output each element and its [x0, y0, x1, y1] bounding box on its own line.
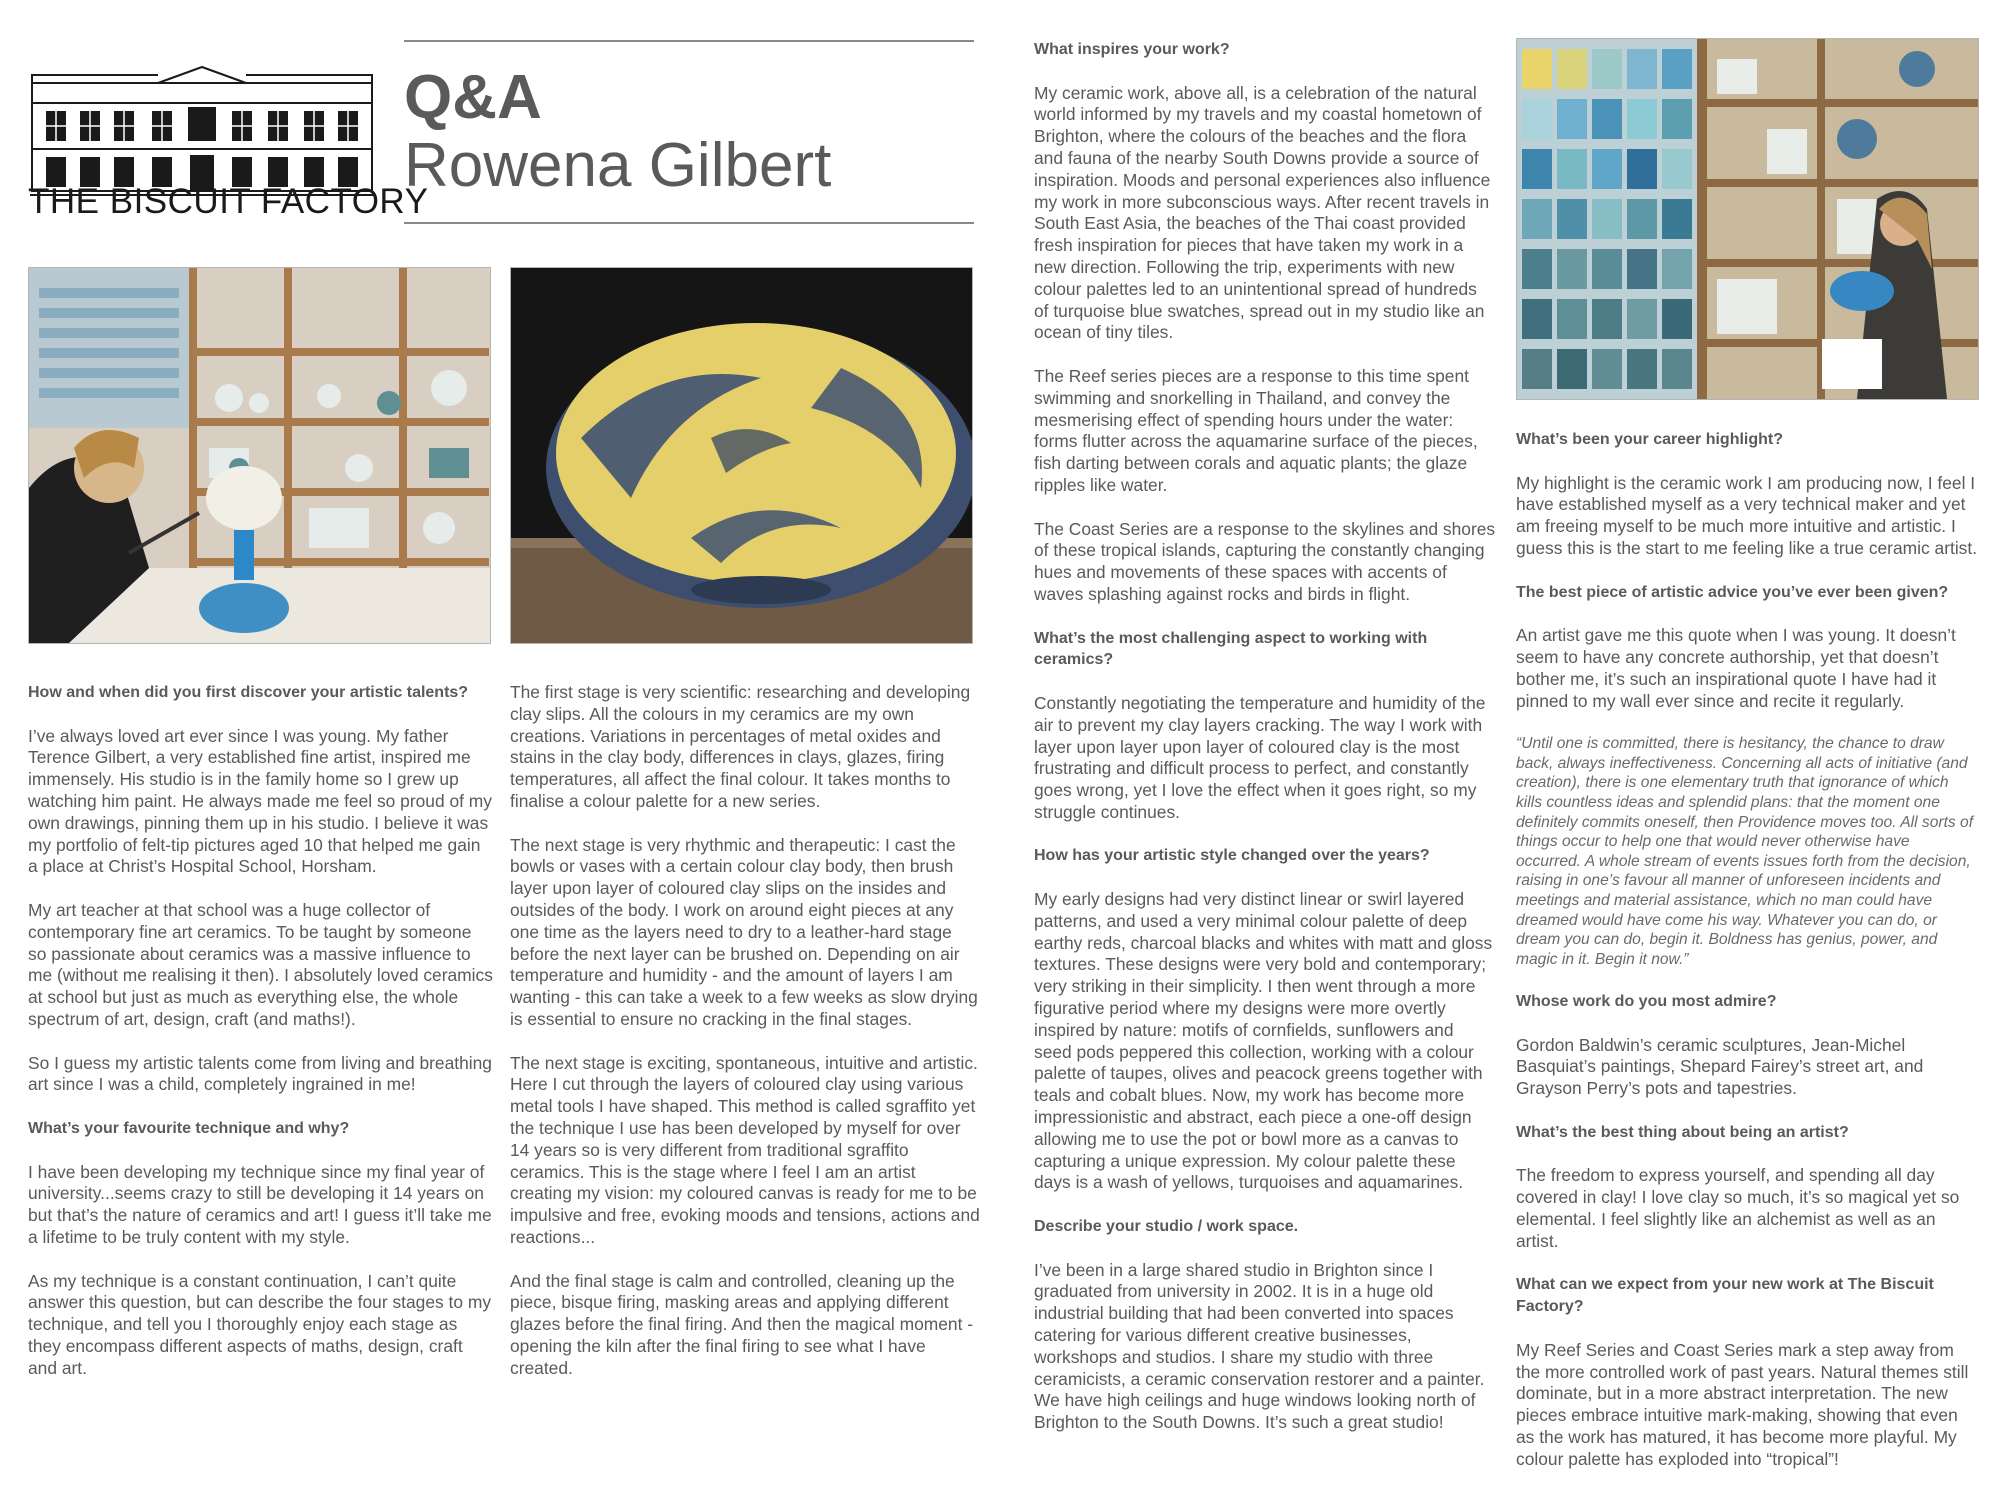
artist-name: Rowena Gilbert	[404, 131, 832, 200]
answer-paragraph: The next stage is very rhythmic and therapeutic: I cast the bowls or vases with a certain colour clay body, then brush layer upon layer of coloured clay slips on the insides and outsides of the body. I work on around eight pieces at any one time as the layers need to dry to a leather-hard stage before the next layer can be brushed on. Depending on air temperature and humidity - and the amount of layers I am wanting - this can take a week to a few weeks as slow drying is essential to ensure no cracking in the final stages.	[510, 834, 978, 1029]
question-best-thing: What’s the best thing about being an artist?	[1516, 1123, 1849, 1141]
answer-paragraph: Constantly negotiating the temperature and humidity of the air to prevent my clay layers cracking. The way I work with layer upon layer upon layer of coloured clay is the most frustrating and difficult process to perfect, and constantly goes wrong, yet I love the effect when it goes right, so my struggle continues.	[1034, 692, 1486, 822]
answer-paragraph: I’ve been in a large shared studio in Brighton since I graduated from university in 2002. It is in a huge old industrial building that had been converted into spaces catering for various different creative businesses, workshops and studios. I share my studio with three ceramicists, a ceramic conservation restorer and a painter. We have high ceilings and huge windows looking north of Brighton to the South Downs. It’s such a great studio!	[1034, 1259, 1485, 1433]
column-4	[1516, 429, 1978, 1492]
answer-paragraph: The next stage is exciting, spontaneous, intuitive and artistic. Here I cut through the layers of coloured clay using various metal tools I have shaped. This method is called sgraffito yet the technique I use has been developed by myself for over 14 years so is very different from traditional sgraffito ceramics. This is the stage where I feel I am an artist creating my vision: my coloured canvas is ready for me to be impulsive and free, evoking moods and tensions, actions and reactions...	[510, 1052, 980, 1247]
answer-paragraph: My highlight is the ceramic work I am producing now, I feel I have established myself as a very technical maker and yet am freeing myself to be much more intuitive and artistic. I guess this is the start to me feeling like a true ceramic artist.	[1516, 472, 1978, 558]
answer-paragraph: So I guess my artistic talents come from living and breathing art since I was a child, completely ingrained in me!	[28, 1052, 492, 1095]
answer-paragraph: Gordon Baldwin’s ceramic sculptures, Jean-Michel Basquiat’s paintings, Shepard Fairey’s street art, and Grayson Perry’s pots and tapestries.	[1516, 1034, 1924, 1099]
answer-paragraph: An artist gave me this quote when I was young. It doesn’t seem to have any concrete authorship, yet that doesn’t bother me, it’s such an inspirational quote I have had it pinned to my wall ever since and recite it regularly.	[1516, 625, 1956, 711]
answer-paragraph: I’ve always loved art ever since I was young. My father Terence Gilbert, a very established fine artist, inspired me immensely. His studio is in the family home so I grew up watching him paint. He always made me feel so proud of my own drawings, pinning them up in his studio. I believe it was my portfolio of felt-tip pictures aged 10 that helped me gain a place at Christ’s Hospital School, Horsham.	[28, 725, 492, 877]
column-1	[28, 682, 494, 1401]
answer-paragraph: The freedom to express yourself, and spending all day covered in clay! I love clay so much, it’s so magical yet so elemental. I feel slightly like an alchemist as well as an artist.	[1516, 1165, 1960, 1251]
logo-wordmark: THE BISCUIT FACTORY	[28, 182, 429, 221]
header-top-rule	[404, 40, 974, 42]
question-best-advice: The best piece of artistic advice you’ve ever been given?	[1516, 583, 1949, 601]
question-admire: Whose work do you most admire?	[1516, 993, 1777, 1011]
photo-artist-painting	[28, 267, 491, 644]
photo-studio	[1516, 38, 1979, 400]
question-studio: Describe your studio / work space.	[1034, 1218, 1299, 1236]
answer-paragraph: My ceramic work, above all, is a celebration of the natural world informed by my travels and my coastal hometown of Brighton, where the colours of the beaches and the flora and fauna of the nearby South Downs provide a source of inspiration. Moods and personal experiences also influence my work in more subconscious ways. After recent travels in South East Asia, the beaches of the Thai coast provided fresh inspiration for pieces that have taken my work in a new direction. Following the trip, experiments with new colour palettes led to an unintentional spread of hundreds of turquoise blue swatches, spread out in my studio like an ocean of tiny tiles.	[1034, 82, 1491, 343]
answer-paragraph: My Reef Series and Coast Series mark a step away from the more controlled work of past years. Natural themes still dominate, but in a more abstract interpretation. The new pieces embrace intuitive mark-making, showing that even as the work has matured, it has become more playful. My colour palette has exploded into “tropical”!	[1516, 1339, 1969, 1469]
advice-quote: “Until one is committed, there is hesitancy, the chance to draw back, always ineffectiveness. Concerning all acts of initiative (and creation), there is one elementary truth that ignorance of which kills countless ideas and splendid plans: that the moment one definitely commits oneself, then Providence moves too. All sorts of things occur to help one that would never otherwise have occurred. A whole stream of events issues forth from the decision, raising in one’s favour all manner of unforeseen incidents and meetings and material assistance, which no man could have dreamed would have come his way. Whatever you can do, or dream you can do, begin it. Boldness has genius, power, and magic in it. Begin it now.”	[1516, 735, 1974, 968]
column-3	[1034, 39, 1496, 1456]
question-new-work: What can we expect from your new work at The Biscuit Factory?	[1516, 1276, 1934, 1316]
header-bottom-rule	[404, 222, 974, 224]
page-title: Q&A	[404, 63, 542, 132]
answer-paragraph: The first stage is very scientific: researching and developing clay slips. All the colours in my ceramics are my own creations. Variations in percentages of metal oxides and stains in the clay body, differences in clays, glazes, firing temperatures, all affect the final colour. It takes months to finalise a colour palette for a new series.	[510, 682, 971, 811]
photo-yellow-bowl	[510, 267, 973, 644]
answer-paragraph: As my technique is a constant continuation, I can’t quite answer this question, but can describe the four stages to my technique, and tell you I thoroughly enjoy each stage as they encompass different aspects of maths, design, craft and art.	[28, 1270, 492, 1378]
answer-paragraph: I have been developing my technique since my final year of university...seems crazy to still be developing it 14 years on but that’s the nature of ceramics and art! I guess it’ll take me a lifetime to be truly content with my style.	[28, 1161, 492, 1247]
question-inspires-work: What inspires your work?	[1034, 41, 1230, 58]
question-challenging-aspect: What’s the most challenging aspect to working with ceramics?	[1034, 629, 1428, 669]
question-career-highlight: What’s been your career highlight?	[1516, 431, 1783, 448]
answer-paragraph: My early designs had very distinct linear or swirl layered patterns, and used a very minimal colour palette of deep earthy reds, charcoal blacks and whites with matt and gloss textures. These designs were very bold and contemporary; very striking in their simplicity. I then went through a more figurative period where my designs were more overtly inspired by nature: motifs of cornfields, sunflowers and seed pods peppered this collection, working with a colour palette of taupes, olives and peacock greens together with teals and cobalt blues. Now, my work has become more impressionistic and abstract, each piece a one-off design allowing me to use the pot or bowl more as a canvas to capturing a unique expression. My colour palette these days is a wash of yellows, turquoises and aquamarines.	[1034, 889, 1493, 1193]
question-style-changed: How has your artistic style changed over the years?	[1034, 847, 1430, 865]
column-2	[510, 682, 980, 1401]
answer-paragraph: My art teacher at that school was a huge collector of contemporary fine art ceramics. To be taught by someone so passionate about ceramics was a massive influence to me (without me realising it then). I absolutely loved ceramics at school but just as much as everything else, the whole spectrum of art, design, craft (and maths!).	[28, 899, 493, 1029]
question-favourite-technique: What’s your favourite technique and why?	[28, 1119, 350, 1137]
answer-paragraph: The Coast Series are a response to the skylines and shores of these tropical islands, capturing the constantly changing hues and movements of these spaces with accents of waves splashing against rocks and birds in flight.	[1034, 518, 1496, 604]
answer-paragraph: The Reef series pieces are a response to this time spent swimming and snorkelling in Thailand, and convey the mesmerising effect of spending hours under the water: forms flutter across the aquamarine surface of the pieces, fish darting between corals and aquatic plants; the glaze ripples like water.	[1034, 365, 1478, 495]
question-discover-talents: How and when did you first discover your artistic talents?	[28, 684, 469, 701]
answer-paragraph: And the final stage is calm and controlled, cleaning up the piece, bisque firing, masking areas and applying different glazes before the final firing. And then the magical moment - opening the kiln after the final firing to see what I have created.	[510, 1270, 974, 1378]
